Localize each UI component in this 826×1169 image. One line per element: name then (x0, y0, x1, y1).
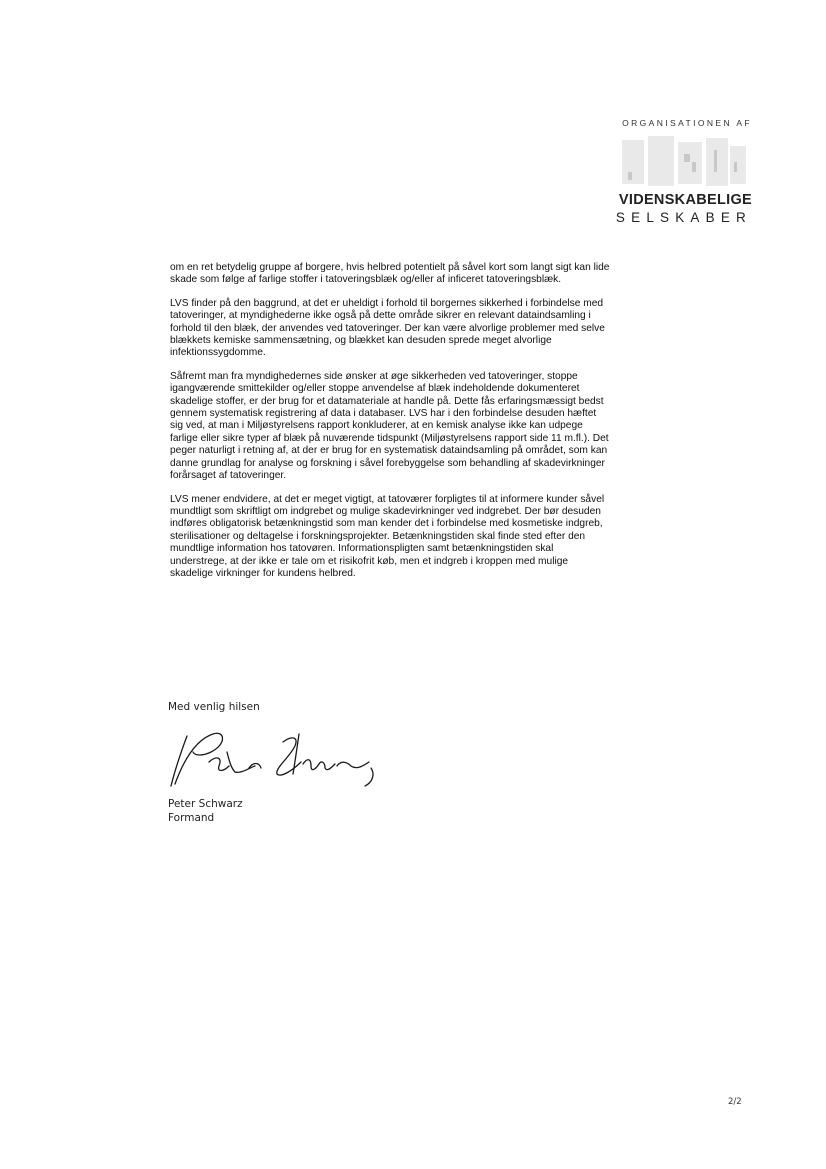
page-number: 2/2 (728, 1097, 742, 1107)
logo-emblem-icon (618, 132, 750, 192)
logo-line-selskaber: SELSKABER (615, 210, 752, 225)
letter-body (170, 262, 610, 591)
closing-greeting: Med venlig hilsen (168, 701, 260, 713)
logo-line-videnskabelige: VIDENSKABELIGE (618, 192, 752, 208)
letterhead-logo (560, 118, 760, 230)
signatory (168, 797, 243, 825)
body-paragraph: LVS mener endvidere, at det er meget vigtigt, at tatoværer forpligtes til at informere kunder såvel mundtligt som skriftligt om indgrebet og mulige skadevirkninger ved indgrebet. Der bør desuden indføres obligatorisk betænkningstid som man kender det i forbindelse med kosmetiske indgreb, sterilisationer og deltagelse i forskningsprojekter. Betænkningstiden skal finde sted efter den mundtlige information hos tatovøren. Informationspligten samt betænkningstiden skal understrege, at der ikke er tale om et risikofrit køb, men et indgreb i kroppen med mulige skadelige virkninger for kundens helbred. (170, 493, 605, 579)
body-paragraph: Såfremt man fra myndighedernes side ønsker at øge sikkerheden ved tatoveringer, stoppe igangværende smittekilder og/eller stoppe anvendelse af blæk indeholdende dokumenteret skadelige stoffer, er der brug for et datamateriale at handle på. Dette fås erfaringsmæssigt bedst gennem systematisk registrering af data i databaser. LVS har i den forbindelse desuden hæftet sig ved, at man i Miljøstyrelsens rapport konkluderer, at en kemisk analyse ikke kan udpege farlige eller sikre typer af blæk på nuværende tidspunkt (Miljøstyrelsens rapport side 11 m.fl.). Det peger naturligt i retning af, at der er brug for en systematisk dataindsamling på området, som kan danne grundlag for analyse og forskning i såvel forebyggelse som behandling af skadevirkninger forårsaget af tatoveringer. (170, 370, 609, 482)
body-paragraph: om en ret betydelig gruppe af borgere, hvis helbred potentielt på såvel kort som langt sigt kan lide skade som følge af farlige stoffer i tatoveringsblæk og/eller af inficeret tatoveringsblæk. (170, 262, 610, 286)
signature-image (165, 722, 390, 792)
logo-org-prefix: ORGANISATIONEN AF (622, 118, 752, 128)
body-paragraph: LVS finder på den baggrund, at det er uheldigt i forhold til borgernes sikkerhed i forbindelse med tatoveringer, at myndighederne ikke også på dette område sikrer en relevant dataindsamling i forhold til den blæk, der anvendes ved tatoveringer. Der kan være alvorlige problemer med selve blækkets kemiske sammensætning, og blækket kan desuden sprede meget alvorlige infektionssygdomme. (170, 297, 605, 359)
signatory-name: Peter Schwarz (168, 798, 243, 810)
signatory-title: Formand (168, 812, 215, 824)
